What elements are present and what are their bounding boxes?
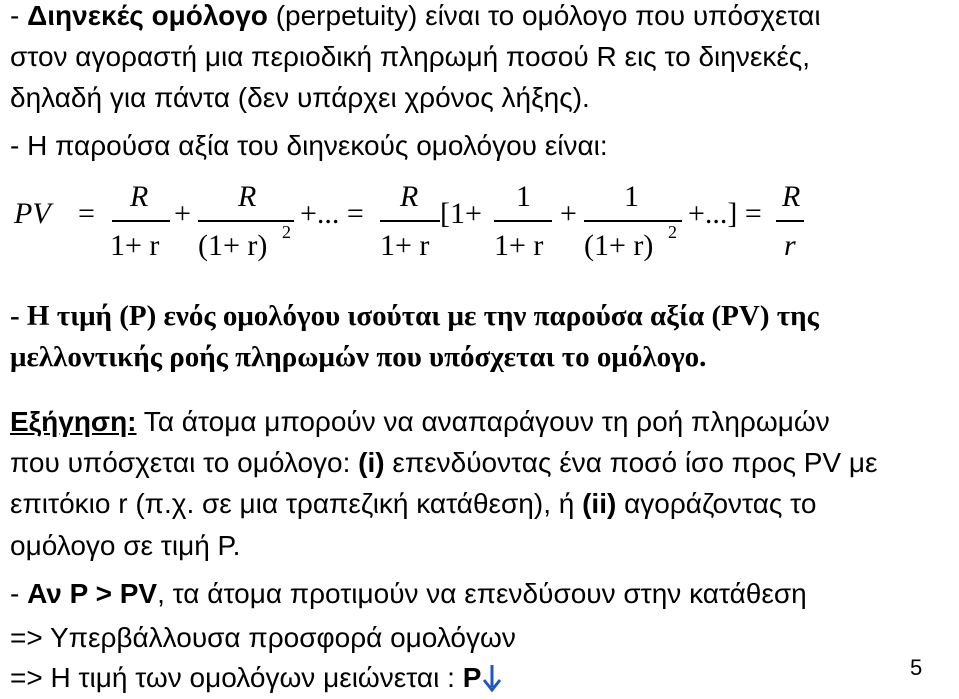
condition-line <box>10 578 807 610</box>
explanation-text: Τα άτομα μπορούν να αναπαράγουν τη ροή πληρωμών <box>136 406 830 437</box>
dots-eq: +... = <box>300 197 364 230</box>
perpetuity-term: Διηνεκές ομόλογο <box>27 0 268 31</box>
frac6-num: R <box>782 180 801 213</box>
formula-lhs: PV <box>14 197 51 230</box>
condition-text: , τα άτομα προτιμούν να επενδύσουν στην κατάθεση <box>157 578 807 609</box>
option-i: (i) <box>358 447 385 478</box>
explanation-line1 <box>10 406 830 438</box>
frac5-num: 1 <box>624 180 639 213</box>
dash: - <box>10 0 28 31</box>
formula-eq: = <box>78 197 95 230</box>
frac3-den: 1+ r <box>380 229 430 262</box>
dots-close: +...] = <box>688 197 762 230</box>
down-arrow-icon <box>481 663 503 693</box>
frac5-den: (1+ r) <box>584 229 654 262</box>
frac4-bar <box>494 220 552 222</box>
frac4-den: 1+ r <box>494 229 544 262</box>
frac2-den: (1+ r) <box>198 229 268 262</box>
option-ii: (ii) <box>582 488 617 519</box>
perpetuity-definition-line1 <box>10 0 821 32</box>
explanation-text: επενδύοντας ένα ποσό ίσο προς PV με <box>384 447 878 478</box>
frac6-bar <box>776 220 804 222</box>
frac1-den: 1+ r <box>110 229 160 262</box>
frac1-bar <box>112 220 170 222</box>
explanation-line2 <box>10 447 878 479</box>
price-symbol: P <box>462 662 482 693</box>
frac1-num: R <box>130 180 149 213</box>
frac2-bar <box>198 220 294 222</box>
frac3-num: R <box>400 180 419 213</box>
explanation-text: αγοράζοντας το <box>616 488 817 519</box>
result-price-falls <box>10 662 503 694</box>
bracket-open: [1+ <box>440 197 482 230</box>
plus-1: + <box>174 197 191 230</box>
frac2-num: R <box>238 180 257 213</box>
frac3-bar <box>380 220 440 222</box>
explanation-label: Εξήγηση: <box>10 406 137 437</box>
price-equals-pv-line1: - Η τιμή (P) ενός ομολόγου ισούται με την παρούσα αξία (PV) της <box>10 300 819 332</box>
pv-intro: - Η παρούσα αξία του διηνεκούς ομολόγου είναι: <box>10 130 608 161</box>
price-equals-pv-line2: μελλοντικής ροής πληρωμών που υπόσχεται το ομόλογο. <box>10 341 707 373</box>
condition-bold: Αν P > PV <box>27 578 158 609</box>
explanation-line4: ομόλογο σε τιμή P. <box>10 530 241 561</box>
frac2-exp: 2 <box>282 222 291 242</box>
dash: - <box>10 578 28 609</box>
frac5-exp: 2 <box>668 222 677 242</box>
plus-2: + <box>560 197 577 230</box>
explanation-text: επιτόκιο r (π.χ. σε μια τραπεζική κατάθεση), ή <box>10 488 583 519</box>
result-text: => Η τιμή των ομολόγων μειώνεται : <box>10 662 463 693</box>
explanation-line3 <box>10 488 816 520</box>
frac4-num: 1 <box>516 180 531 213</box>
perpetuity-definition-line3: δηλαδή για πάντα (δεν υπάρχει χρόνος λήξης). <box>10 82 590 113</box>
explanation-text: που υπόσχεται το ομόλογο: <box>10 447 359 478</box>
page-number: 5 <box>910 655 923 680</box>
result-excess-supply: => Υπερβάλλουσα προσφορά ομολόγων <box>10 622 516 653</box>
frac6-den: r <box>784 229 796 262</box>
perpetuity-definition-line2: στον αγοραστή μια περιοδική πληρωμή ποσού R εις το διηνεκές, <box>10 41 811 72</box>
definition-text: (perpetuity) είναι το ομόλογο που υπόσχεται <box>267 0 821 31</box>
